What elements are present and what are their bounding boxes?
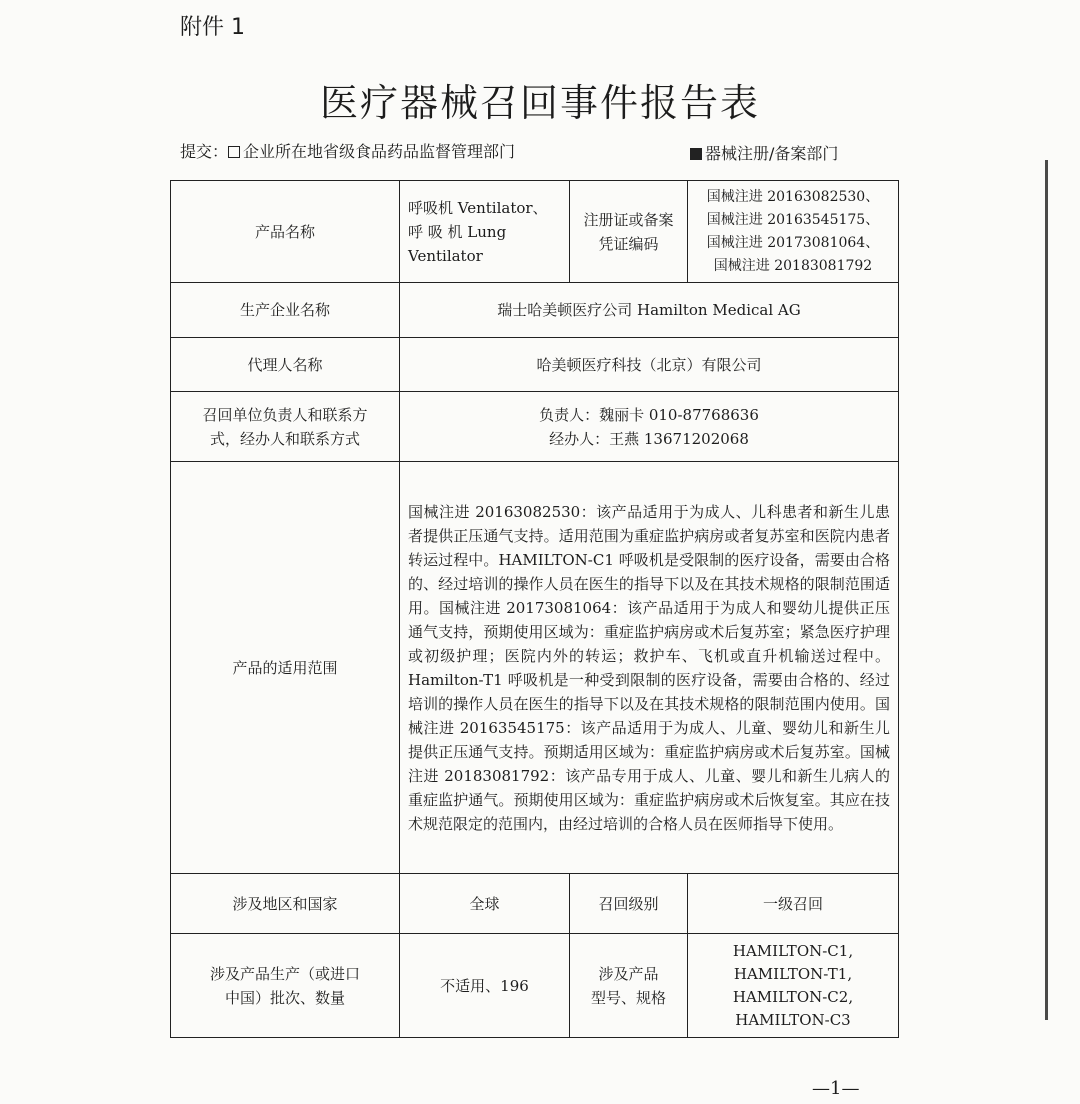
table-row bbox=[171, 934, 899, 1038]
recall-level-value: 一级召回 bbox=[688, 874, 899, 934]
registration-value: 国械注进 20163082530、 国械注进 20163545175、 国械注进 20173081064、 国械注进 20183081792 bbox=[688, 181, 899, 283]
table-row bbox=[171, 392, 899, 462]
table-row bbox=[171, 181, 899, 283]
scan-edge-line bbox=[1045, 160, 1048, 1020]
table-row bbox=[171, 874, 899, 934]
model-value: HAMILTON-C1, HAMILTON-T1, HAMILTON-C2, HAMILTON-C3 bbox=[688, 934, 899, 1038]
agent-value: 哈美顿医疗科技（北京）有限公司 bbox=[400, 338, 899, 392]
manufacturer-label: 生产企业名称 bbox=[171, 283, 400, 338]
submit-prefix: 提交： bbox=[180, 142, 229, 161]
empty-checkbox-icon bbox=[228, 146, 240, 158]
table-row bbox=[171, 338, 899, 392]
recall-level-label: 召回级别 bbox=[570, 874, 688, 934]
submit-option-provincial: 企业所在地省级食品药品监督管理部门 bbox=[243, 142, 516, 161]
registration-label: 注册证或备案 凭证编码 bbox=[570, 181, 688, 283]
filled-checkbox-icon bbox=[690, 148, 702, 160]
contact-label: 召回单位负责人和联系方 式，经办人和联系方式 bbox=[171, 392, 400, 462]
table-row bbox=[171, 283, 899, 338]
agent-label: 代理人名称 bbox=[171, 338, 400, 392]
page-title: 医疗器械召回事件报告表 bbox=[319, 81, 760, 125]
product-name-value: 呼吸机 Ventilator、 呼 吸 机 Lung Ventilator bbox=[400, 181, 570, 283]
submit-option-registration-wrap bbox=[690, 141, 838, 164]
product-name-label: 产品名称 bbox=[171, 181, 400, 283]
contact-value: 负责人：魏丽卡 010-87768636 经办人：王燕 13671202068 bbox=[400, 392, 899, 462]
scope-value: 国械注进 20163082530：该产品适用于为成人、儿科患者和新生儿患者提供正压通气支持。适用范围为重症监护病房或者复苏室和医院内患者转运过程中。HAMILTON-C1 呼吸机是受限制的医疗设备，需要由合格的、经过培训的操作人员在医生的指导下以及在其技术规格的限制范围适用。国械注进 20173081064：该产品适用于为成人和婴幼儿提供正压通气支持，预期使用区域为：重症监护病房或术后复苏室；紧急医疗护理或初级护理；医院内外的转运；救护车、飞机或直升机输送过程中。Hamilton-T1 呼吸机是一种受到限制的医疗设备，需要由合格的、经过培训的操作人员在医生的指导下以及在其技术规格的限制范围内使用。国械注进 20163545175：该产品适用于为成人、儿童、婴幼儿和新生儿提供正压通气支持。预期适用区域为：重症监护病房或术后复苏室。国械注进 20183081792：该产品专用于成人、儿童、婴儿和新生儿病人的重症监护通气。预期使用区域为：重症监护病房或术后恢复室。其应在技术规范限定的范围内，由经过培训的合格人员在医师指导下使用。 bbox=[400, 462, 899, 874]
region-label: 涉及地区和国家 bbox=[171, 874, 400, 934]
manufacturer-value: 瑞士哈美顿医疗公司 Hamilton Medical AG bbox=[400, 283, 899, 338]
table-row bbox=[171, 462, 899, 874]
submit-line bbox=[180, 139, 860, 162]
submit-option-registration: 器械注册/备案部门 bbox=[705, 144, 839, 163]
recall-report-table bbox=[170, 180, 899, 1038]
page-number: —1— bbox=[812, 1078, 860, 1099]
region-value: 全球 bbox=[400, 874, 570, 934]
scope-label: 产品的适用范围 bbox=[171, 462, 400, 874]
model-label: 涉及产品 型号、规格 bbox=[570, 934, 688, 1038]
attachment-label: 附件 1 bbox=[180, 15, 245, 40]
batch-value: 不适用、196 bbox=[400, 934, 570, 1038]
batch-label: 涉及产品生产（或进口 中国）批次、数量 bbox=[171, 934, 400, 1038]
